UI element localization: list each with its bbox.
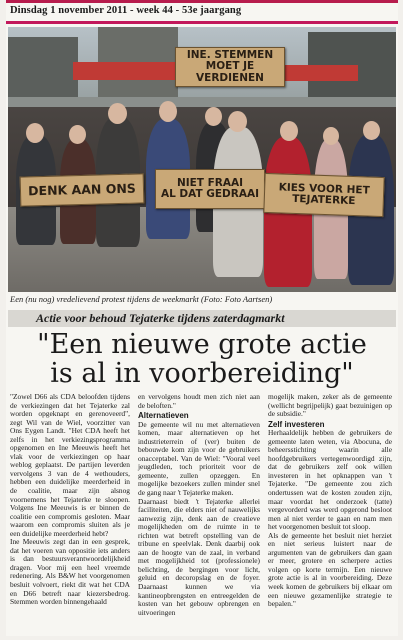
- paragraph: De gemeente wil nu met alternatieven komen, maar alternatieven op het industrieterrein of (ver) buiten de bebouwde kom zijn voor de gebruikers onacceptabel. Van de Wiel: "Vooral veel jeugdleden, toch prioriteit voor de gemeente, zullen opzeggen. En mogelijke bezoekers zullen minder snel de gang naar 't Tejaterke maken.: [138, 419, 260, 498]
- paragraph: mogelijk maken, zeker als de gemeente (wellicht begrijpelijk) gaat bezuinigen op de subsidie.": [268, 392, 392, 419]
- article-column-2: [138, 393, 260, 617]
- date-underline: [6, 21, 398, 24]
- person-head: [108, 103, 127, 124]
- sign-top-line2: MOET JE VERDIENEN: [196, 60, 264, 84]
- protest-sign-middle: [155, 169, 265, 209]
- paragraph: Herhaaldelijk hebben de gebruikers de gemeente laten weten, via Abocuna, de beheersstichting waarin alle hoofdgebruikers vertegenwoordigd zijn, dat de gebruikers zelf ook willen investeren in het opknappen van 't Tejaterke. "De gemeente zou zich ondertussen wat de kosten zouden zijn, maar voordat het onderzoek (tatte) vergevorderd was werd opgerond besloot men al niet verder te gaan en nam men het voorgenomen besluit tot sloop.: [268, 428, 392, 532]
- sign-top-line1: INE. STEMMEN: [186, 49, 274, 62]
- sign-left-text: DENK AAN ONS: [27, 181, 137, 199]
- protest-photo: [8, 27, 396, 292]
- date-line: Dinsdag 1 november 2011 - week 44 - 53e jaargang: [10, 5, 242, 16]
- person-head: [69, 125, 86, 144]
- photo-building-left: [8, 37, 78, 97]
- paragraph: Als de gemeente het besluit niet herziet en niet serieus luistert naar de argumenten van de gebruikers dan gaan er meer, grotere en scherpere acties volgen op korte termijn. Een nieuwe grote actie is al in voorbereiding. Deze week komen de gebruikers bij elkaar om een nieuwe gezamenlijke strategie te bepalen.": [268, 530, 392, 609]
- sign-middle-line2: AL DAT GEDRAAI: [160, 188, 260, 200]
- person-head: [26, 123, 44, 143]
- protest-sign-left: [20, 173, 145, 206]
- photo-caption: Een (nu nog) vredelievend protest tijdens de weekmarkt (Foto: Foto Aartsen): [10, 294, 273, 304]
- protest-sign-top: [175, 47, 285, 87]
- person-head: [205, 107, 222, 126]
- sign-middle-line1: NIET FRAAI: [176, 176, 244, 189]
- article-column-1: [10, 393, 130, 607]
- article-subhead: Actie voor behoud Tejaterke tijdens zaterdagmarkt: [36, 311, 285, 325]
- paragraph: "Zowel D66 als CDA beloofden tijdens de verkiezingen dat het Tejaterke zal worden opgeknapt en gerenoveerd", zegt Wil van de Wiel, voorzitter van Ons Eygen Landt. "Het CDA heeft het zelfs in het verkiezingsprogramma opgenomen en Ine Meeuwis heeft het vlak voor de verkiezingen op haar weblog geplaatst. De partijen leverden vervolgens 3 van de 4 wethouders, hebben een duidelijke meerderheid in de coalitie, maar zijn alsnog voornemens het Tejaterke te sloopen. Volgens Ine Meeuwis is er binnen de coalitie een compromis gesloten. Maar waarom een compromis sluiten als je een duidelijke meerderheid hebt?: [10, 392, 130, 538]
- paragraph: Daarnaast biedt 't Tejaterke allerlei faciliteiten, die elders niet of nauwelijks aanwezig zijn, denk aan de creatieve mogelijkheden om de ruimte in te richten wat betreft opstelling van de tribune en speelvlak. Denk daarbij ook aan de hoogte van de zaal, in verband met mogelijkheid tot (professionele) belichting, de bergingen voor licht, geluid en decoropslag en de foyer. Daarnaast kunnen we via kantineopbrengsten en entreegelden de kosten van het gebouw opbrengen en uitvoeringen: [138, 496, 260, 617]
- section-heading-alternatieven: Alternatieven: [138, 411, 189, 421]
- headline-line1: "Een nieuwe grote actie: [37, 329, 367, 360]
- paragraph: en vervolgens houdt men zich niet aan de beloften.": [138, 392, 260, 410]
- paragraph: Ine Meeuwis zegt dan in een gesprek, dat het voeren van oppositie iets anders is dan bestuursverantwoordelijkheid dragen. Voor mij een heel vreemde redenering. Als B&W het voorgenomen besluit volvoert, riekt dit wat het CDA en D66 betreft naar kiezersbedrog. Stemmen worden binnengehaald: [10, 537, 130, 607]
- article-headline: [12, 330, 392, 388]
- section-heading-zelf-investeren: Zelf investeren: [268, 419, 325, 429]
- protest-sign-right: [263, 173, 384, 217]
- person-head: [280, 121, 298, 141]
- sign-right-line2: TEJATERKE: [291, 192, 356, 208]
- top-rule: [6, 0, 398, 3]
- sign-right-line1: KIES VOOR HET: [278, 181, 370, 197]
- headline-line2: is al in voorbereiding": [50, 358, 354, 389]
- person-head: [323, 127, 339, 145]
- person-head: [159, 101, 177, 122]
- person-head: [228, 111, 247, 132]
- article-column-3: [268, 393, 392, 609]
- person-head: [363, 121, 380, 140]
